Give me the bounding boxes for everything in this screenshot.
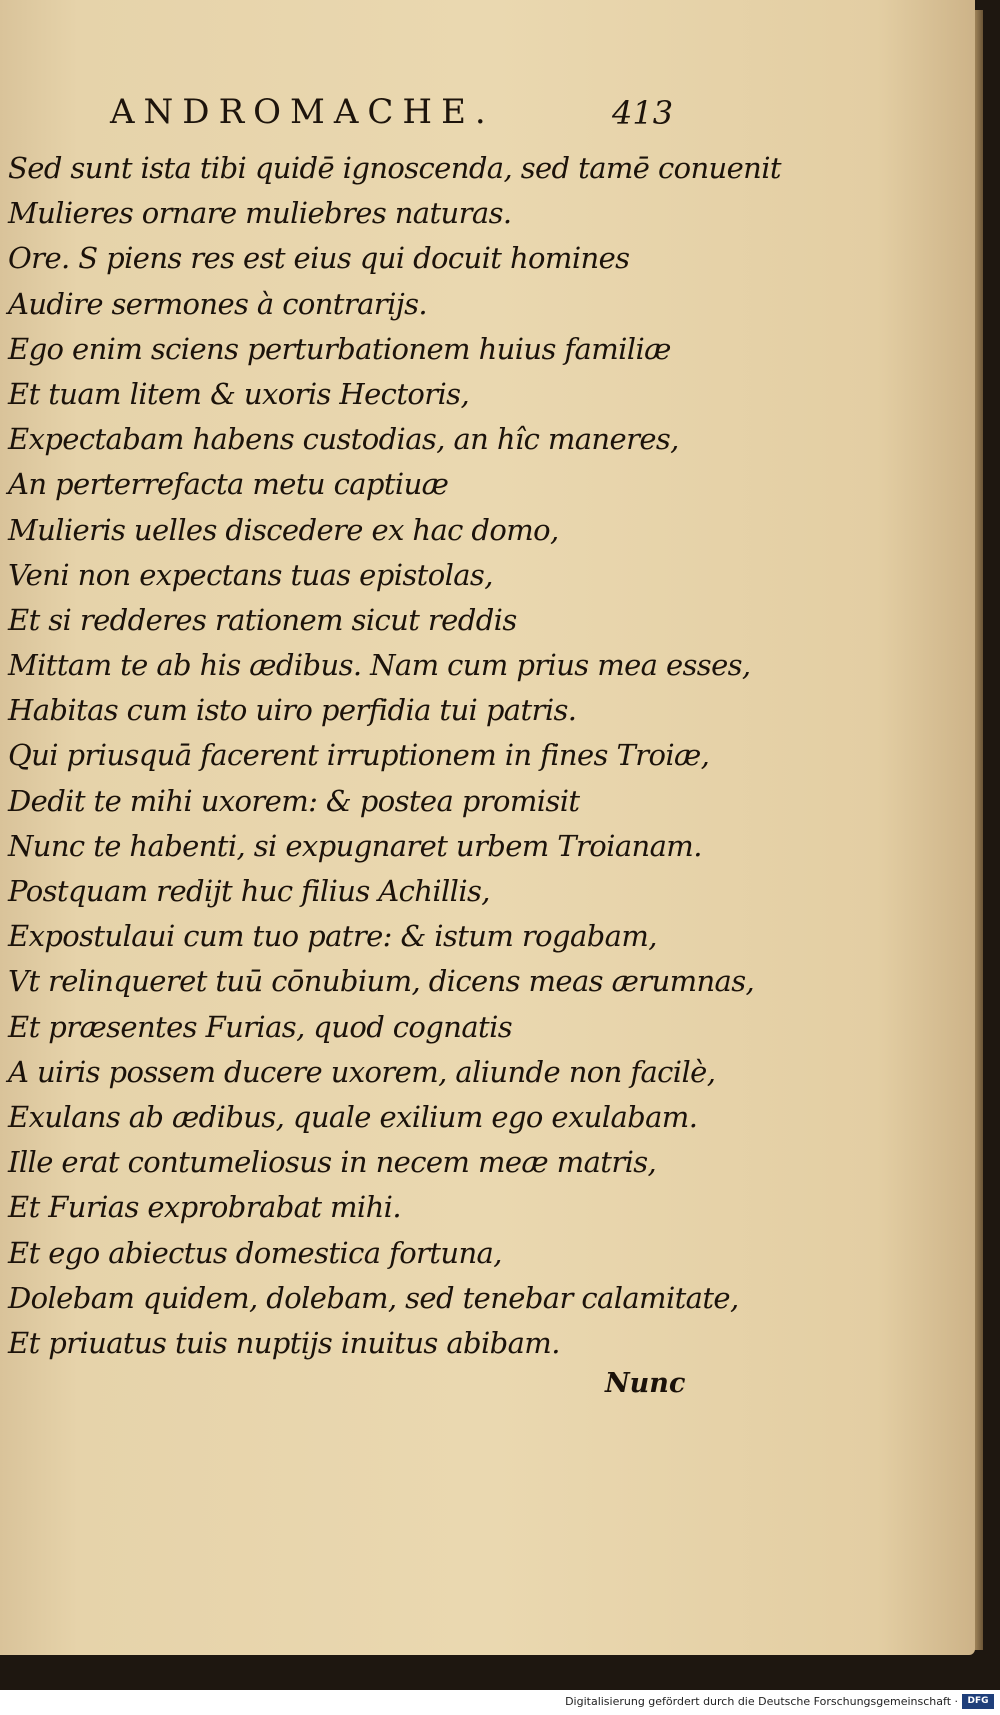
verse-line: Dedit te mihi uxorem: & postea promisit — [8, 783, 580, 818]
verse-line: Habitas cum isto uiro perfidia tui patris. — [8, 693, 577, 728]
verse-line: A uiris possem ducere uxorem, aliunde non facilè, — [8, 1054, 716, 1089]
verse-line: Vt relinqueret tuū cōnubium, dicens meas ærumnas, — [8, 964, 755, 999]
verse-line: Audire sermones à contrarijs. — [8, 286, 428, 321]
catchword: Nunc — [605, 1368, 686, 1399]
verse-line: Postquam redijt huc filius Achillis, — [8, 874, 490, 908]
verse-line: Expectabam habens custodias, an hîc maneres, — [8, 422, 679, 457]
verse-block — [8, 146, 781, 1366]
verse-line: Mulieres ornare muliebres naturas. — [8, 196, 512, 231]
verse-line: Et Furias exprobrabat mihi. — [8, 1190, 401, 1225]
verse-line: Mulieris uelles discedere ex hac domo, — [8, 512, 559, 547]
verse-line: Dolebam quidem, dolebam, sed tenebar calamitate, — [8, 1280, 739, 1315]
verse-line: Et priuatus tuis nuptijs inuitus abibam. — [8, 1325, 560, 1360]
digitization-footer — [0, 1690, 1000, 1715]
verse-line: Ego enim sciens perturbationem huius familiæ — [8, 331, 671, 366]
verse-line: Expostulaui cum tuo patre: & istum rogabam, — [8, 919, 657, 954]
running-title: ANDROMACHE. — [110, 92, 495, 132]
verse-line: Ille erat contumeliosus in necem meæ matris, — [8, 1145, 657, 1180]
verse-line: An perterrefacta metu captiuæ — [8, 467, 449, 502]
funding-credit: Digitalisierung gefördert durch die Deutsche Forschungsgemeinschaft · — [565, 1695, 958, 1708]
verse-line: Et si redderes rationem sicut reddis — [8, 602, 517, 637]
verse-line: Nunc te habenti, si expugnaret urbem Troianam. — [8, 828, 702, 863]
dfg-logo: DFG — [962, 1694, 994, 1709]
verse-line: Veni non expectans tuas epistolas, — [8, 557, 493, 592]
page-header — [0, 92, 975, 132]
verse-line: Et ego abiectus domestica fortuna, — [8, 1235, 502, 1270]
verse-line: Sed sunt ista tibi quidē ignoscenda, sed tamē conuenit — [8, 151, 781, 185]
verse-line: Exulans ab ædibus, quale exilium ego exulabam. — [8, 1099, 698, 1134]
verse-line: Et præsentes Furias, quod cognatis — [8, 1009, 513, 1044]
verse-line: Et tuam litem & uxoris Hectoris, — [8, 376, 470, 411]
page-number: 413 — [612, 94, 674, 132]
verse-line: Qui priusquā facerent irruptionem in fines Troiæ, — [8, 738, 710, 773]
verse-line: Mittam te ab his ædibus. Nam cum prius mea esses, — [8, 648, 751, 683]
verse-line: Ore. S piens res est eius qui docuit homines — [8, 241, 630, 276]
